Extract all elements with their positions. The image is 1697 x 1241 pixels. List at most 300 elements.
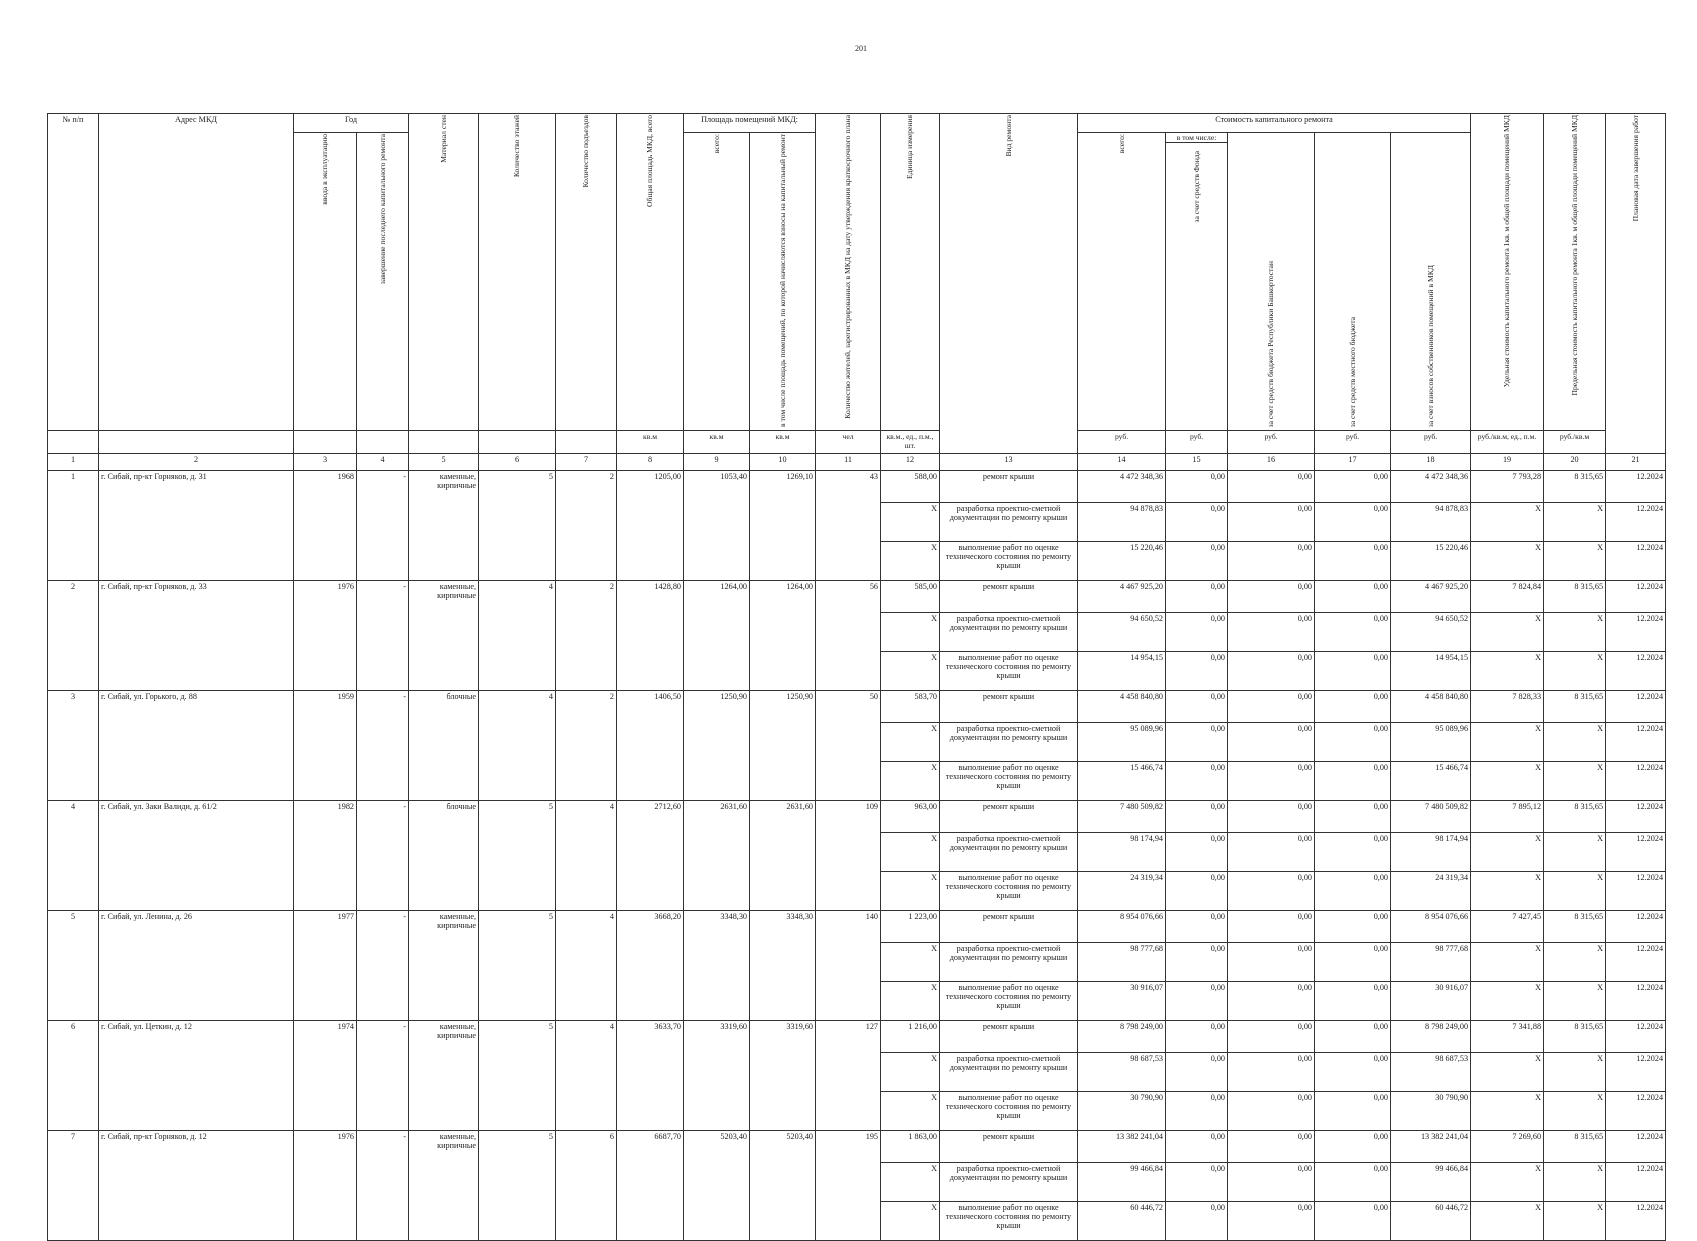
max-cost-cell: X bbox=[1544, 872, 1606, 911]
cost-total-cell: 8 798 249,00 bbox=[1078, 1021, 1166, 1053]
quantity-cell: X bbox=[881, 723, 940, 762]
column-number: 17 bbox=[1315, 454, 1391, 471]
cost-owners-cell: 30 916,07 bbox=[1391, 982, 1471, 1021]
cost-owners-cell: 95 089,96 bbox=[1391, 723, 1471, 762]
cost-total-cell: 30 916,07 bbox=[1078, 982, 1166, 1021]
hdr-premises-group: Площадь помещений МКД: bbox=[684, 114, 816, 133]
cost-total-cell: 95 089,96 bbox=[1078, 723, 1166, 762]
work-type-cell: выполнение работ по оценке технического состояния по ремонту крыши bbox=[940, 1202, 1078, 1241]
cost-local-cell: 0,00 bbox=[1315, 652, 1391, 691]
cost-owners-cell: 14 954,15 bbox=[1391, 652, 1471, 691]
column-number: 1 bbox=[48, 454, 99, 471]
cost-republic-cell: 0,00 bbox=[1228, 652, 1315, 691]
cost-total-cell: 4 458 840,80 bbox=[1078, 691, 1166, 723]
cost-local-cell: 0,00 bbox=[1315, 801, 1391, 833]
total-area-cell: 1428,80 bbox=[617, 581, 684, 691]
cost-owners-cell: 24 319,34 bbox=[1391, 872, 1471, 911]
hdr-cost-fund: за счет средств Фонда bbox=[1191, 151, 1201, 223]
cost-local-cell: 0,00 bbox=[1315, 1092, 1391, 1131]
planned-date-cell: 12.2024 bbox=[1606, 1021, 1666, 1053]
cost-total-cell: 98 777,68 bbox=[1078, 943, 1166, 982]
work-type-cell: выполнение работ по оценке технического состояния по ремонту крыши bbox=[940, 652, 1078, 691]
hdr-premises-total: всего: bbox=[711, 134, 721, 154]
unit-cost-cell: 7 427,45 bbox=[1471, 911, 1544, 943]
residents-cell: 127 bbox=[816, 1021, 881, 1131]
wall-material-cell: каменные, кирпичные bbox=[409, 581, 479, 691]
unit-cost-cell: X bbox=[1471, 1202, 1544, 1241]
wall-material-cell: каменные, кирпичные bbox=[409, 1021, 479, 1131]
floors-cell: 5 bbox=[479, 1021, 556, 1131]
cost-total-cell: 60 446,72 bbox=[1078, 1202, 1166, 1241]
max-cost-cell: 8 315,65 bbox=[1544, 581, 1606, 613]
entrances-cell: 4 bbox=[556, 911, 617, 1021]
cost-fund-cell: 0,00 bbox=[1166, 613, 1228, 652]
cost-local-cell: 0,00 bbox=[1315, 471, 1391, 503]
row-number: 1 bbox=[48, 471, 99, 581]
max-cost-cell: 8 315,65 bbox=[1544, 1131, 1606, 1163]
unit-cell: руб. bbox=[1166, 431, 1228, 454]
cost-local-cell: 0,00 bbox=[1315, 1202, 1391, 1241]
premises-incl-cell: 5203,40 bbox=[750, 1131, 816, 1241]
planned-date-cell: 12.2024 bbox=[1606, 471, 1666, 503]
cost-republic-cell: 0,00 bbox=[1228, 833, 1315, 872]
hdr-num: № п/п bbox=[48, 114, 99, 431]
cost-total-cell: 98 174,94 bbox=[1078, 833, 1166, 872]
work-type-cell: выполнение работ по оценке технического состояния по ремонту крыши bbox=[940, 762, 1078, 801]
year-last-repair-cell: - bbox=[357, 471, 409, 581]
premises-area-cell: 2631,60 bbox=[684, 801, 750, 911]
hdr-cost-total: всего: bbox=[1116, 134, 1126, 154]
year-last-repair-cell: - bbox=[357, 1021, 409, 1131]
unit-cost-cell: X bbox=[1471, 723, 1544, 762]
entrances-cell: 2 bbox=[556, 471, 617, 581]
unit-cell: кв.м bbox=[750, 431, 816, 454]
unit-cell: руб. bbox=[1391, 431, 1471, 454]
year-commission-cell: 1982 bbox=[294, 801, 357, 911]
entrances-cell: 6 bbox=[556, 1131, 617, 1241]
cost-total-cell: 94 650,52 bbox=[1078, 613, 1166, 652]
unit-cost-cell: 7 895,12 bbox=[1471, 801, 1544, 833]
cost-fund-cell: 0,00 bbox=[1166, 762, 1228, 801]
cost-local-cell: 0,00 bbox=[1315, 1131, 1391, 1163]
unit-cost-cell: 7 269,60 bbox=[1471, 1131, 1544, 1163]
year-last-repair-cell: - bbox=[357, 1131, 409, 1241]
unit-cost-cell: X bbox=[1471, 872, 1544, 911]
work-type-cell: разработка проектно-сметной документации по ремонту крыши bbox=[940, 1163, 1078, 1202]
table-row bbox=[48, 581, 1666, 613]
hdr-floors: Количество этажей bbox=[512, 115, 522, 178]
residents-cell: 43 bbox=[816, 471, 881, 581]
quantity-cell: X bbox=[881, 943, 940, 982]
quantity-cell: 588,00 bbox=[881, 471, 940, 503]
page-number: 201 bbox=[855, 44, 867, 53]
premises-incl-cell: 3348,30 bbox=[750, 911, 816, 1021]
max-cost-cell: X bbox=[1544, 833, 1606, 872]
unit-cost-cell: X bbox=[1471, 542, 1544, 581]
unit-cost-cell: X bbox=[1471, 652, 1544, 691]
premises-area-cell: 1250,90 bbox=[684, 691, 750, 801]
hdr-total-area: Общая площадь МКД, всего bbox=[645, 115, 655, 207]
quantity-cell: X bbox=[881, 1053, 940, 1092]
address-cell: г. Сибай, ул. Заки Валиди, д. 61/2 bbox=[99, 801, 294, 911]
max-cost-cell: 8 315,65 bbox=[1544, 911, 1606, 943]
column-number: 12 bbox=[881, 454, 940, 471]
entrances-cell: 2 bbox=[556, 581, 617, 691]
year-commission-cell: 1974 bbox=[294, 1021, 357, 1131]
hdr-cost-republic: за счет средств бюджета Республики Башкортостан bbox=[1266, 260, 1276, 427]
cost-republic-cell: 0,00 bbox=[1228, 1202, 1315, 1241]
work-type-cell: ремонт крыши bbox=[940, 691, 1078, 723]
year-commission-cell: 1977 bbox=[294, 911, 357, 1021]
year-commission-cell: 1976 bbox=[294, 1131, 357, 1241]
year-last-repair-cell: - bbox=[357, 911, 409, 1021]
hdr-unit-cost: Удельная стоимость капитального ремонта 1кв. м общей площади помещений МКД bbox=[1502, 115, 1512, 388]
cost-fund-cell: 0,00 bbox=[1166, 542, 1228, 581]
planned-date-cell: 12.2024 bbox=[1606, 982, 1666, 1021]
planned-date-cell: 12.2024 bbox=[1606, 1053, 1666, 1092]
max-cost-cell: 8 315,65 bbox=[1544, 691, 1606, 723]
row-number: 4 bbox=[48, 801, 99, 911]
year-commission-cell: 1959 bbox=[294, 691, 357, 801]
max-cost-cell: X bbox=[1544, 613, 1606, 652]
cost-owners-cell: 8 954 076,66 bbox=[1391, 911, 1471, 943]
unit-cost-cell: X bbox=[1471, 943, 1544, 982]
column-number: 14 bbox=[1078, 454, 1166, 471]
cost-local-cell: 0,00 bbox=[1315, 982, 1391, 1021]
cost-owners-cell: 7 480 509,82 bbox=[1391, 801, 1471, 833]
address-cell: г. Сибай, ул. Горького, д. 88 bbox=[99, 691, 294, 801]
work-type-cell: ремонт крыши bbox=[940, 911, 1078, 943]
unit-cost-cell: X bbox=[1471, 1092, 1544, 1131]
cost-owners-cell: 4 467 925,20 bbox=[1391, 581, 1471, 613]
planned-date-cell: 12.2024 bbox=[1606, 652, 1666, 691]
work-type-cell: разработка проектно-сметной документации по ремонту крыши bbox=[940, 723, 1078, 762]
floors-cell: 4 bbox=[479, 691, 556, 801]
row-number: 3 bbox=[48, 691, 99, 801]
planned-date-cell: 12.2024 bbox=[1606, 1092, 1666, 1131]
year-last-repair-cell: - bbox=[357, 581, 409, 691]
cost-total-cell: 7 480 509,82 bbox=[1078, 801, 1166, 833]
work-type-cell: выполнение работ по оценке технического состояния по ремонту крыши bbox=[940, 982, 1078, 1021]
hdr-work-type: Вид ремонта bbox=[1003, 115, 1013, 157]
cost-local-cell: 0,00 bbox=[1315, 691, 1391, 723]
max-cost-cell: X bbox=[1544, 1053, 1606, 1092]
cost-local-cell: 0,00 bbox=[1315, 872, 1391, 911]
column-number: 13 bbox=[940, 454, 1078, 471]
row-number: 5 bbox=[48, 911, 99, 1021]
cost-fund-cell: 0,00 bbox=[1166, 982, 1228, 1021]
cost-fund-cell: 0,00 bbox=[1166, 471, 1228, 503]
cost-total-cell: 14 954,15 bbox=[1078, 652, 1166, 691]
entrances-cell: 2 bbox=[556, 691, 617, 801]
table-row bbox=[48, 1131, 1666, 1163]
planned-date-cell: 12.2024 bbox=[1606, 503, 1666, 542]
cost-local-cell: 0,00 bbox=[1315, 542, 1391, 581]
quantity-cell: X bbox=[881, 503, 940, 542]
quantity-cell: X bbox=[881, 833, 940, 872]
cost-total-cell: 98 687,53 bbox=[1078, 1053, 1166, 1092]
year-last-repair-cell: - bbox=[357, 801, 409, 911]
cost-republic-cell: 0,00 bbox=[1228, 911, 1315, 943]
cost-owners-cell: 98 687,53 bbox=[1391, 1053, 1471, 1092]
cost-owners-cell: 94 650,52 bbox=[1391, 613, 1471, 652]
column-number: 15 bbox=[1166, 454, 1228, 471]
work-type-cell: разработка проектно-сметной документации по ремонту крыши bbox=[940, 503, 1078, 542]
cost-republic-cell: 0,00 bbox=[1228, 471, 1315, 503]
unit-cost-cell: X bbox=[1471, 503, 1544, 542]
cost-local-cell: 0,00 bbox=[1315, 1021, 1391, 1053]
quantity-cell: X bbox=[881, 1092, 940, 1131]
cost-owners-cell: 15 220,46 bbox=[1391, 542, 1471, 581]
cost-total-cell: 4 467 925,20 bbox=[1078, 581, 1166, 613]
quantity-cell: 585,00 bbox=[881, 581, 940, 613]
cost-total-cell: 13 382 241,04 bbox=[1078, 1131, 1166, 1163]
cost-republic-cell: 0,00 bbox=[1228, 1053, 1315, 1092]
cost-republic-cell: 0,00 bbox=[1228, 1131, 1315, 1163]
premises-area-cell: 3348,30 bbox=[684, 911, 750, 1021]
cost-republic-cell: 0,00 bbox=[1228, 723, 1315, 762]
unit-cost-cell: 7 828,33 bbox=[1471, 691, 1544, 723]
quantity-cell: X bbox=[881, 762, 940, 801]
max-cost-cell: X bbox=[1544, 943, 1606, 982]
planned-date-cell: 12.2024 bbox=[1606, 943, 1666, 982]
cost-republic-cell: 0,00 bbox=[1228, 982, 1315, 1021]
quantity-cell: X bbox=[881, 1163, 940, 1202]
premises-incl-cell: 1269,10 bbox=[750, 471, 816, 581]
total-area-cell: 6687,70 bbox=[617, 1131, 684, 1241]
year-last-repair-cell: - bbox=[357, 691, 409, 801]
floors-cell: 5 bbox=[479, 911, 556, 1021]
wall-material-cell: каменные, кирпичные bbox=[409, 911, 479, 1021]
max-cost-cell: X bbox=[1544, 762, 1606, 801]
work-type-cell: ремонт крыши bbox=[940, 471, 1078, 503]
column-number: 21 bbox=[1606, 454, 1666, 471]
address-cell: г. Сибай, пр-кт Горняков, д. 12 bbox=[99, 1131, 294, 1241]
cost-republic-cell: 0,00 bbox=[1228, 943, 1315, 982]
residents-cell: 109 bbox=[816, 801, 881, 911]
column-number: 6 bbox=[479, 454, 556, 471]
column-number: 4 bbox=[357, 454, 409, 471]
max-cost-cell: 8 315,65 bbox=[1544, 471, 1606, 503]
column-number: 5 bbox=[409, 454, 479, 471]
wall-material-cell: каменные, кирпичные bbox=[409, 1131, 479, 1241]
planned-date-cell: 12.2024 bbox=[1606, 833, 1666, 872]
entrances-cell: 4 bbox=[556, 1021, 617, 1131]
column-number: 10 bbox=[750, 454, 816, 471]
cost-owners-cell: 98 777,68 bbox=[1391, 943, 1471, 982]
table-row bbox=[48, 801, 1666, 833]
quantity-cell: 963,00 bbox=[881, 801, 940, 833]
unit-cost-cell: X bbox=[1471, 833, 1544, 872]
planned-date-cell: 12.2024 bbox=[1606, 762, 1666, 801]
cost-fund-cell: 0,00 bbox=[1166, 911, 1228, 943]
floors-cell: 5 bbox=[479, 801, 556, 911]
quantity-cell: X bbox=[881, 982, 940, 1021]
premises-incl-cell: 3319,60 bbox=[750, 1021, 816, 1131]
column-number: 3 bbox=[294, 454, 357, 471]
hdr-wall-material: Материал стен bbox=[438, 115, 448, 163]
residents-cell: 56 bbox=[816, 581, 881, 691]
cost-fund-cell: 0,00 bbox=[1166, 801, 1228, 833]
premises-incl-cell: 2631,60 bbox=[750, 801, 816, 911]
max-cost-cell: X bbox=[1544, 1202, 1606, 1241]
wall-material-cell: каменные, кирпичные bbox=[409, 471, 479, 581]
cost-owners-cell: 4 458 840,80 bbox=[1391, 691, 1471, 723]
unit-cost-cell: X bbox=[1471, 1053, 1544, 1092]
hdr-residents: Количество жителей, зарегистрированных в МКД на дату утверждения краткосрочного плана bbox=[843, 115, 853, 419]
column-number: 8 bbox=[617, 454, 684, 471]
unit-cost-cell: X bbox=[1471, 613, 1544, 652]
hdr-cost-incl: в том числе: bbox=[1166, 133, 1227, 143]
total-area-cell: 3633,70 bbox=[617, 1021, 684, 1131]
unit-cell: кв.м bbox=[617, 431, 684, 454]
premises-area-cell: 1053,40 bbox=[684, 471, 750, 581]
unit-cost-cell: X bbox=[1471, 762, 1544, 801]
max-cost-cell: X bbox=[1544, 503, 1606, 542]
hdr-address: Адрес МКД bbox=[99, 114, 294, 431]
quantity-cell: X bbox=[881, 542, 940, 581]
floors-cell: 4 bbox=[479, 581, 556, 691]
premises-area-cell: 3319,60 bbox=[684, 1021, 750, 1131]
column-number: 7 bbox=[556, 454, 617, 471]
table-row bbox=[48, 911, 1666, 943]
max-cost-cell: X bbox=[1544, 723, 1606, 762]
residents-cell: 195 bbox=[816, 1131, 881, 1241]
unit-cell: кв.м., ед., п.м., шт. bbox=[881, 431, 940, 454]
cost-total-cell: 15 220,46 bbox=[1078, 542, 1166, 581]
cost-republic-cell: 0,00 bbox=[1228, 1163, 1315, 1202]
cost-local-cell: 0,00 bbox=[1315, 943, 1391, 982]
max-cost-cell: X bbox=[1544, 1163, 1606, 1202]
cost-local-cell: 0,00 bbox=[1315, 1053, 1391, 1092]
hdr-cost-local: за счет средств местного бюджета bbox=[1347, 316, 1357, 427]
year-commission-cell: 1968 bbox=[294, 471, 357, 581]
cost-total-cell: 24 319,34 bbox=[1078, 872, 1166, 911]
quantity-cell: 1 863,00 bbox=[881, 1131, 940, 1163]
cost-owners-cell: 8 798 249,00 bbox=[1391, 1021, 1471, 1053]
cost-local-cell: 0,00 bbox=[1315, 762, 1391, 801]
work-type-cell: ремонт крыши bbox=[940, 581, 1078, 613]
wall-material-cell: блочные bbox=[409, 801, 479, 911]
cost-republic-cell: 0,00 bbox=[1228, 1092, 1315, 1131]
max-cost-cell: X bbox=[1544, 652, 1606, 691]
max-cost-cell: X bbox=[1544, 1092, 1606, 1131]
table-row bbox=[48, 1021, 1666, 1053]
unit-cell: руб./кв.м, ед., п.м. bbox=[1471, 431, 1544, 454]
cost-fund-cell: 0,00 bbox=[1166, 833, 1228, 872]
cost-total-cell: 30 790,90 bbox=[1078, 1092, 1166, 1131]
cost-local-cell: 0,00 bbox=[1315, 911, 1391, 943]
floors-cell: 5 bbox=[479, 1131, 556, 1241]
work-type-cell: разработка проектно-сметной документации по ремонту крыши bbox=[940, 833, 1078, 872]
premises-area-cell: 5203,40 bbox=[684, 1131, 750, 1241]
quantity-cell: X bbox=[881, 652, 940, 691]
unit-cost-cell: X bbox=[1471, 982, 1544, 1021]
cost-owners-cell: 30 790,90 bbox=[1391, 1092, 1471, 1131]
address-cell: г. Сибай, пр-кт Горняков, д. 31 bbox=[99, 471, 294, 581]
cost-owners-cell: 13 382 241,04 bbox=[1391, 1131, 1471, 1163]
cost-fund-cell: 0,00 bbox=[1166, 581, 1228, 613]
planned-date-cell: 12.2024 bbox=[1606, 723, 1666, 762]
cost-fund-cell: 0,00 bbox=[1166, 723, 1228, 762]
cost-owners-cell: 15 466,74 bbox=[1391, 762, 1471, 801]
cost-fund-cell: 0,00 bbox=[1166, 1021, 1228, 1053]
work-type-cell: ремонт крыши bbox=[940, 801, 1078, 833]
cost-local-cell: 0,00 bbox=[1315, 723, 1391, 762]
work-type-cell: выполнение работ по оценке технического состояния по ремонту крыши bbox=[940, 1092, 1078, 1131]
cost-local-cell: 0,00 bbox=[1315, 833, 1391, 872]
repair-plan-table bbox=[47, 113, 1666, 1241]
cost-republic-cell: 0,00 bbox=[1228, 801, 1315, 833]
address-cell: г. Сибай, ул. Цеткин, д. 12 bbox=[99, 1021, 294, 1131]
quantity-cell: X bbox=[881, 872, 940, 911]
cost-local-cell: 0,00 bbox=[1315, 503, 1391, 542]
quantity-cell: 1 216,00 bbox=[881, 1021, 940, 1053]
unit-cell: руб./кв.м bbox=[1544, 431, 1606, 454]
planned-date-cell: 12.2024 bbox=[1606, 691, 1666, 723]
column-number: 19 bbox=[1471, 454, 1544, 471]
column-number: 18 bbox=[1391, 454, 1471, 471]
unit-cell: чел bbox=[816, 431, 881, 454]
work-type-cell: выполнение работ по оценке технического состояния по ремонту крыши bbox=[940, 542, 1078, 581]
hdr-unit-measure: Единица измерения bbox=[905, 115, 915, 179]
planned-date-cell: 12.2024 bbox=[1606, 801, 1666, 833]
entrances-cell: 4 bbox=[556, 801, 617, 911]
planned-date-cell: 12.2024 bbox=[1606, 872, 1666, 911]
row-number: 7 bbox=[48, 1131, 99, 1241]
cost-owners-cell: 99 466,84 bbox=[1391, 1163, 1471, 1202]
planned-date-cell: 12.2024 bbox=[1606, 1163, 1666, 1202]
cost-total-cell: 94 878,83 bbox=[1078, 503, 1166, 542]
unit-cost-cell: 7 824,84 bbox=[1471, 581, 1544, 613]
work-type-cell: разработка проектно-сметной документации по ремонту крыши bbox=[940, 943, 1078, 982]
hdr-cost-owners: за счет взносов собственников помещений в МКД bbox=[1425, 264, 1435, 427]
address-cell: г. Сибай, пр-кт Горняков, д. 33 bbox=[99, 581, 294, 691]
work-type-cell: разработка проектно-сметной документации по ремонту крыши bbox=[940, 1053, 1078, 1092]
cost-fund-cell: 0,00 bbox=[1166, 1131, 1228, 1163]
cost-fund-cell: 0,00 bbox=[1166, 503, 1228, 542]
column-number: 11 bbox=[816, 454, 881, 471]
planned-date-cell: 12.2024 bbox=[1606, 613, 1666, 652]
quantity-cell: 583,70 bbox=[881, 691, 940, 723]
cost-fund-cell: 0,00 bbox=[1166, 1053, 1228, 1092]
unit-cell: кв.м bbox=[684, 431, 750, 454]
cost-total-cell: 99 466,84 bbox=[1078, 1163, 1166, 1202]
work-type-cell: выполнение работ по оценке технического состояния по ремонту крыши bbox=[940, 872, 1078, 911]
max-cost-cell: X bbox=[1544, 542, 1606, 581]
hdr-planned-date: Плановая дата завершения работ bbox=[1630, 115, 1640, 222]
column-number: 20 bbox=[1544, 454, 1606, 471]
premises-incl-cell: 1264,00 bbox=[750, 581, 816, 691]
cost-local-cell: 0,00 bbox=[1315, 1163, 1391, 1202]
residents-cell: 50 bbox=[816, 691, 881, 801]
work-type-cell: разработка проектно-сметной документации по ремонту крыши bbox=[940, 613, 1078, 652]
cost-fund-cell: 0,00 bbox=[1166, 872, 1228, 911]
unit-cell: руб. bbox=[1228, 431, 1315, 454]
table-row bbox=[48, 691, 1666, 723]
hdr-year-commission: ввода в эксплуатацию bbox=[320, 134, 330, 205]
cost-fund-cell: 0,00 bbox=[1166, 1202, 1228, 1241]
total-area-cell: 2712,60 bbox=[617, 801, 684, 911]
cost-fund-cell: 0,00 bbox=[1166, 691, 1228, 723]
planned-date-cell: 12.2024 bbox=[1606, 911, 1666, 943]
cost-republic-cell: 0,00 bbox=[1228, 691, 1315, 723]
cost-local-cell: 0,00 bbox=[1315, 581, 1391, 613]
column-number: 2 bbox=[99, 454, 294, 471]
cost-republic-cell: 0,00 bbox=[1228, 581, 1315, 613]
cost-republic-cell: 0,00 bbox=[1228, 1021, 1315, 1053]
unit-cost-cell: 7 793,28 bbox=[1471, 471, 1544, 503]
